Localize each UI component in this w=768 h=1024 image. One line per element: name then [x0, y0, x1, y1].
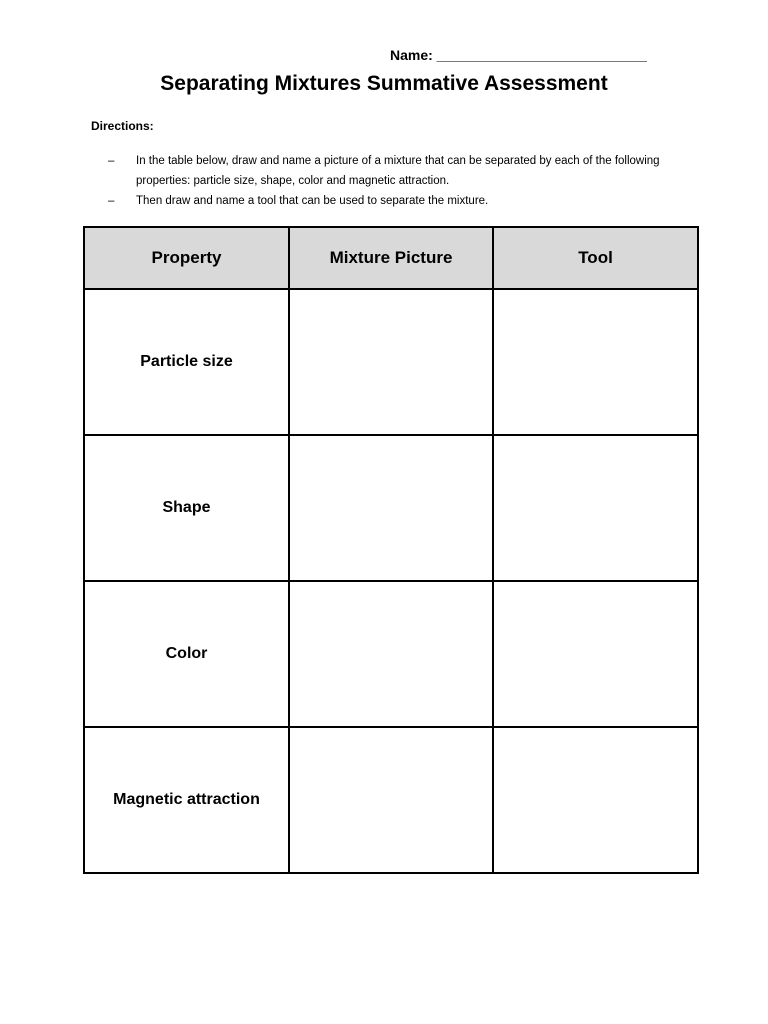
dash-bullet: –: [108, 195, 115, 207]
assessment-table: [83, 226, 699, 874]
dash-bullet: –: [108, 155, 115, 167]
mixture-picture-cell[interactable]: [289, 435, 493, 581]
table-row: [84, 435, 698, 581]
page-title: Separating Mixtures Summative Assessment: [160, 72, 608, 95]
tool-cell[interactable]: [493, 435, 698, 581]
property-cell: Magnetic attraction: [84, 727, 289, 873]
tool-cell[interactable]: [493, 289, 698, 435]
table-row: [84, 289, 698, 435]
column-header-mixture-picture: Mixture Picture: [289, 227, 493, 289]
mixture-picture-cell[interactable]: [289, 581, 493, 727]
mixture-picture-cell[interactable]: [289, 727, 493, 873]
direction-text: In the table below, draw and name a picture of a mixture that can be separated by each of the following properties: particle size, shape, color and magnetic attraction.: [136, 155, 660, 187]
table-row: [84, 581, 698, 727]
property-cell: Shape: [84, 435, 289, 581]
table-header-row: [84, 227, 698, 289]
column-header-property: Property: [84, 227, 289, 289]
direction-item: [108, 191, 688, 211]
tool-cell[interactable]: [493, 727, 698, 873]
column-header-tool: Tool: [493, 227, 698, 289]
direction-text: Then draw and name a tool that can be used to separate the mixture.: [136, 195, 489, 207]
name-field-label: Name: ___________________________: [390, 47, 647, 63]
directions-heading: Directions:: [91, 119, 154, 133]
property-cell: Color: [84, 581, 289, 727]
table-row: [84, 727, 698, 873]
mixture-picture-cell[interactable]: [289, 289, 493, 435]
property-cell: Particle size: [84, 289, 289, 435]
directions-list: [108, 151, 688, 211]
direction-item: [108, 151, 688, 191]
tool-cell[interactable]: [493, 581, 698, 727]
